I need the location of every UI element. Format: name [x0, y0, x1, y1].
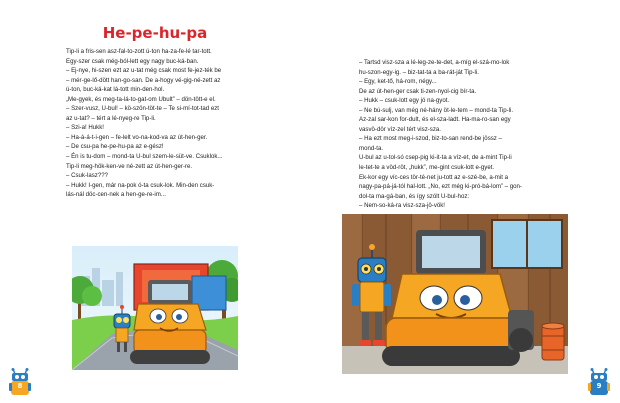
text-line: le-tet-te a vöd-röt, „hukk”, me-gint csuk-lott e-gyet.	[359, 164, 495, 172]
text-line: nagy-pa-pá-já-tól hal-lott. „No, ezt még ki-pró-bá-lom” – gon-	[359, 183, 522, 191]
text-line: Tip-li meg-hök-ken-ve né-zett az út-hen-ger-re.	[66, 162, 193, 170]
text-line: – Szer-vusz, U-bul! – kö-szön-töt-te – Te si-mí-tot-tad ezt	[66, 105, 219, 113]
text-line: – Hukk – csuk-lott egy jó na-gyot.	[359, 97, 450, 105]
story-title: He-pe-hu-pa	[102, 24, 208, 42]
text-line: – mér-ge-lő-dött han-go-san. De a-hogy vé-gig-né-zett az	[66, 76, 221, 84]
right-story-text	[359, 58, 565, 211]
text-line: hu-szon-egy-ig. – biz-tat-ta a ba-rát-ját Tip-li.	[359, 68, 479, 76]
text-line: – Nem-so-ká-ra visz-sza-jö-vök!	[359, 202, 446, 210]
page-number-badge	[9, 368, 31, 398]
text-line: U-bul az u-tol-só csep-pig ki-it-ta a víz-et, de a-mint Tip-li	[359, 154, 512, 162]
barrel-icon	[542, 323, 564, 360]
right-page	[310, 0, 620, 400]
text-line: „Me-gyek, és meg-ta-lá-to-gat-om Ubult” – dön-tött-e el.	[66, 95, 216, 103]
text-line: dol-ta ma-gá-ban, és így szólt U-bul-hoz:	[359, 192, 470, 200]
text-line: – Ej-nye, hi-szen ezt az u-tat még csak most fe-jez-ték be	[66, 67, 222, 75]
page-number: 9	[596, 382, 602, 390]
text-line: – Ne bú-sulj, van még né-hány öt-le-tem – mond-ta Tip-li.	[359, 106, 514, 114]
roller-garage-illustration	[342, 214, 568, 374]
text-line: – Ha-á-á-t-i-gen – fe-lelt vo-na-kod-va az út-hen-ger.	[66, 133, 208, 141]
text-line: vasvö-dör víz-zel tért visz-sza.	[359, 125, 441, 133]
text-line: Ek-kor egy víc-ces tör-té-net ju-tott az e-szé-be, a-mit a	[359, 173, 509, 181]
text-line: – Szi-a! Hukk!	[66, 124, 104, 132]
text-line: ú-ton, buc-ká-kat lá-tott min-den-hol.	[66, 86, 165, 94]
text-line: – Tartsd visz-sza a lé-leg-ze-te-det, a-míg el-szá-mo-lok	[359, 59, 510, 66]
text-line: – Én is tu-dom – mond-ta U-bul szem-le-süt-ve. Csuklok...	[66, 153, 223, 161]
page-number-badge	[588, 368, 610, 398]
text-line: – Ha ezt most meg-i-szod, biz-to-san rend-be jössz –	[359, 135, 502, 143]
text-line: mond-ta.	[359, 144, 384, 152]
text-line: lás-nál döc-cen-nek a hen-ge-re-im...	[66, 191, 166, 199]
text-line: Egy-szer csak még-ból-lett egy nagy buc-ká-ban.	[66, 57, 199, 65]
text-line: – Hukk! I-gen, már na-pok ó-ta csuk-lok. Min-den csuk-	[66, 181, 215, 189]
text-line: – Csuk-lasz???	[66, 172, 108, 180]
page-number: 8	[17, 382, 23, 390]
text-line: De az út-hen-ger csak ti-zen-nyol-cig bír-ta.	[359, 87, 477, 95]
left-page	[0, 0, 310, 400]
roller-park-illustration	[72, 246, 238, 370]
text-line: – De csu-pa he-pe-hu-pa az e-gész!	[66, 143, 164, 151]
text-line: az u-tat? – tért a lé-nyeg-re Tip-li.	[66, 114, 156, 122]
left-story-text	[66, 47, 262, 200]
text-line: Az-zal sar-kon for-dult, és el-sza-ladt. Ha-ma-ro-san egy	[359, 116, 511, 124]
text-line: Tip-li a fris-sen asz-fal-to-zott ú-ton ha-za-fe-lé tar-tott.	[66, 48, 212, 55]
text-line: – Egy, ket-tő, há-rom, négy...	[359, 78, 437, 86]
